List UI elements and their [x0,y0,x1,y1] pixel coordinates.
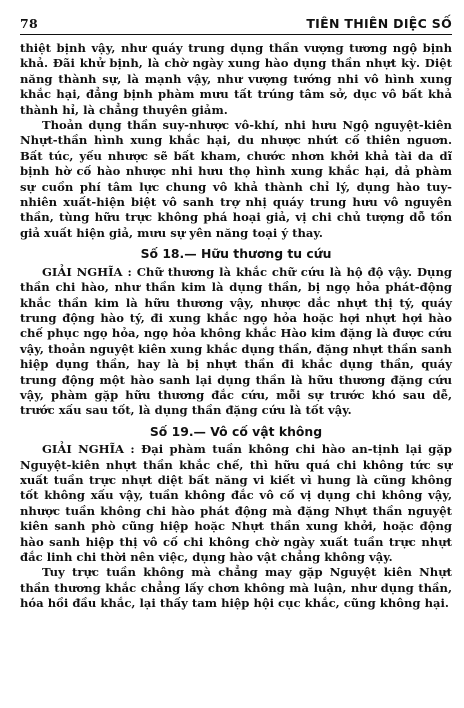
section-heading-18: Số 18.— Hữu thương tu cứu [140,246,332,262]
page-number: 78 [20,16,38,31]
header-rule [20,34,452,35]
paragraph: Tuy trực tuần không mà chẳng may gặp Nguyệt kiên Nhựt thần thương khắc chẳng lấy chơn không mà luận, như dụng thần, hóa hồi đầu khắc, lại thấy tam hiệp hội cục khắc, cũng không hại. [20,565,452,611]
running-title: TIÊN THIÊN DIỆC SỐ [306,16,452,31]
paragraph-explanation-19: GIẢI NGHĨA : Đại phàm tuần không chi hào an-tịnh lại gặp Nguyệt-kiên nhựt thần khắc chế, thì hữu quá chi không tức sự xuất tuần trực nhựt diệt bất năng vi kiết vì hung là cũng không tốt không xấu vậy, tuần không đắc vô cố vị dụng chi không vậy, nhược tuần không chi hào phát động mà đặng Nhựt thần nguyệt kiên sanh phò cũng hiệp hoặc Nhựt thần xung khởi, hoặc động hào sanh hiệp thị vô cố chi không chờ ngày xuất tuần trực nhựt đắc linh chi thời nên việc, dụng hào vật chẳng không vậy. [20,442,452,564]
paragraph-continuation: thiệt bịnh vậy, như quáy trung dụng thần vượng tương ngộ bịnh khả. Đãi khử bịnh, là chờ ngày xung hào dụng thần nhựt kỳ. Diệt năng thành sự, là mạnh vậy, như vượng tướng nhi vô hình xung khắc hại, đẳng bịnh phàm mưu tất trúng tâm sở, dục vô bất khả thành hỉ, là chẳng thuyên giảm. [20,41,452,117]
page-body [20,41,452,612]
running-header [20,16,452,33]
section-heading-19: Số 19.— Vô cố vật không [149,423,323,439]
paragraph-explanation-18: GIẢI NGHĨA : Chữ thương là khắc chữ cứu là hộ độ vậy. Dụng thần chi hào, như thần kim là dụng thần, bị ngọ hỏa phát-động khắc thần kim là hữu thương vậy, nhược dắc nhựt thị tý, quáy trung động hào tý, đi xung khắc ngọ hỏa hoặc hợi nhựt hợi hào chế phục ngọ hỏa, ngọ hỏa không khắc Hào kim đặng là được cứu vậy, thoản nguyệt kiên xung khắc dụng thần, đặng nhựt thần sanh hiệp dụng thần, hay là bị nhựt thần đi khắc dụng thần, quáy trung động một hào sanh lại dụng thần là hữu thương đặng cứu vậy, phàm gặp hữu thương đắc cứu, mỗi sự trước khó sau dễ, trước xấu sau tốt, là dụng thần đặng cứu là tốt vậy. [20,264,452,418]
paragraph: Thoản dụng thần suy-nhược vô-khí, nhi hưu Ngộ nguyệt-kiên Nhựt-thần hình xung khắc hại, du nhược nhứt cố thiên nguơn. Bất túc, yếu nhược sẽ bất kham, chước nhơn khởi khả tài da dĩ bịnh hờ cố hào nhược nhi hưu thọ hình xung khắc hại, dả phàm sự cuồn phí tâm lực chung vô khả thành chỉ lý, dụng hào tuy-nhiên xuất-hiện biệt vô sanh trợ nhị quáy trung hưu vô nguyên thần, tùng hữu trực không phá hoại giả, vị chi chủ tượng dỗ tồn giả xuất hiện giả, mưu sự yên năng toại ý thay. [20,118,452,240]
